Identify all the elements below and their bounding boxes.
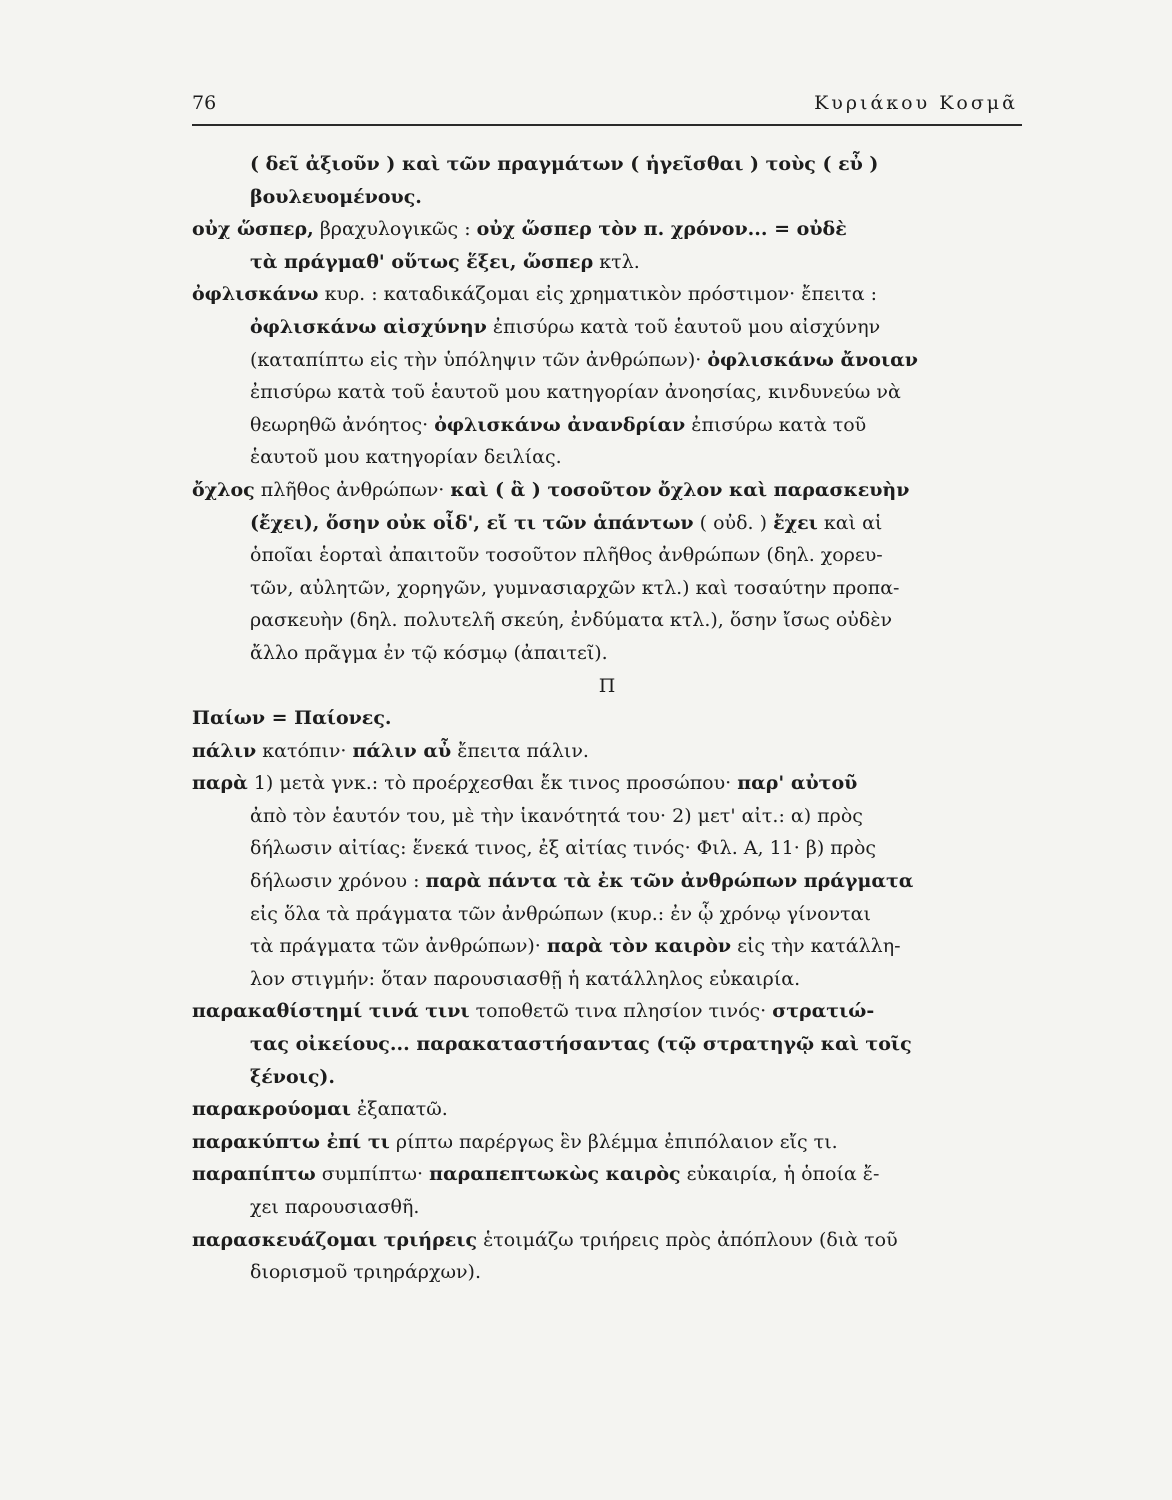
bold-term: ( δεῖ ἀξιοῦν ) καὶ τῶν πραγμάτων ( ἡγεῖσθαι ) τοὺς ( εὖ ) bbox=[250, 153, 879, 175]
entry-continuation-line bbox=[192, 865, 1022, 898]
gloss-text: εἰς ὅλα τὰ πράγματα τῶν ἀνθρώπων (κυρ.: ἐν ᾧ χρόνῳ γίνονται bbox=[250, 902, 871, 925]
entry-headword-line bbox=[192, 735, 1022, 768]
gloss-text: συμπίπτω· bbox=[315, 1163, 430, 1186]
bold-term: παρακύπτω ἐπί τι bbox=[192, 1130, 390, 1153]
entry-continuation-line bbox=[192, 1061, 1022, 1094]
gloss-text: ἔπειτα πάλιν. bbox=[451, 739, 589, 762]
entry-continuation-line bbox=[192, 1191, 1022, 1224]
entry-continuation-line bbox=[192, 376, 1022, 409]
bold-term: ξένοις). bbox=[250, 1065, 336, 1088]
gloss-text: πλῆθος ἀνθρώπων· bbox=[254, 478, 451, 501]
page-header bbox=[192, 88, 1022, 126]
bold-term: ἔχει bbox=[773, 511, 818, 534]
gloss-text: χει παρουσιασθῆ. bbox=[250, 1196, 420, 1218]
gloss-text: ρίπτω παρέργως ἓν βλέμμα ἐπιπόλαιον εἴς τι. bbox=[389, 1130, 838, 1153]
bold-term: παρὰ bbox=[192, 772, 248, 795]
gloss-text: τὰ πράγματα τῶν ἀνθρώπων)· bbox=[250, 935, 547, 958]
bold-term: στρατιώ- bbox=[772, 1000, 875, 1023]
entry-headword-line bbox=[192, 213, 1022, 246]
entry-headword-line bbox=[192, 1158, 1022, 1191]
gloss-text: καὶ αἱ bbox=[817, 511, 883, 534]
gloss-text: ἐπισύρω κατὰ τοῦ bbox=[685, 413, 867, 436]
bold-term: παρακαθίστημί τινά τινι bbox=[192, 1000, 470, 1023]
gloss-text: ἀπὸ τὸν ἑαυτόν του, μὲ τὴν ἱκανότητά του· 2) μετ' αἰτ.: α) πρὸς bbox=[250, 804, 863, 827]
bold-term: πάλιν bbox=[192, 739, 257, 762]
gloss-text: ἐπισύρω κατὰ τοῦ ἑαυτοῦ μου κατηγορίαν ἀνοησίας, κινδυνεύω νὰ bbox=[250, 381, 901, 404]
gloss-text: βραχυλογικῶς : bbox=[313, 218, 477, 241]
gloss-text: ἐπισύρω κατὰ τοῦ ἑαυτοῦ μου αἰσχύνην bbox=[486, 315, 881, 338]
bold-term: παρὰ πάντα τὰ ἐκ τῶν ἀνθρώπων πράγματα bbox=[425, 870, 914, 893]
page-number: 76 bbox=[192, 92, 217, 114]
bold-term: ὀφλισκάνω bbox=[192, 283, 319, 306]
gloss-text: δήλωσιν αἰτίας: ἕνεκά τινος, ἐξ αἰτίας τινός· Φιλ. Α, 11· β) πρὸς bbox=[250, 837, 877, 860]
gloss-text: 1) μετὰ γνκ.: τὸ προέρχεσθαι ἔκ τινος προσώπου· bbox=[247, 772, 738, 795]
entry-continuation-line bbox=[192, 604, 1022, 637]
bold-term: παρὰ τὸν καιρὸν bbox=[546, 935, 732, 958]
bold-term: βουλευομένους. bbox=[250, 185, 422, 208]
entry-headword-line bbox=[192, 995, 1022, 1028]
gloss-text: λον στιγμήν: ὅταν παρουσιασθῇ ἡ κατάλληλος εὐκαιρία. bbox=[250, 967, 801, 990]
gloss-text: ἄλλο πρᾶγμα ἐν τῷ κόσμῳ (ἀπαιτεῖ). bbox=[250, 641, 608, 664]
entry-continuation-line bbox=[192, 898, 1022, 931]
bold-term: καὶ ( ἃ ) τοσοῦτον ὄχλον καὶ παρασκευὴν bbox=[450, 478, 910, 501]
gloss-text: τοποθετῶ τινα πλησίον τινός· bbox=[469, 1000, 773, 1023]
entry-continuation-line bbox=[192, 539, 1022, 572]
bold-term: οὐχ ὥσπερ, bbox=[192, 218, 314, 241]
entry-continuation-line bbox=[192, 930, 1022, 963]
entry-continuation-line bbox=[192, 507, 1022, 540]
entry-headword-line bbox=[192, 474, 1022, 507]
entry-continuation-line bbox=[192, 409, 1022, 442]
bold-term: οὐχ ὥσπερ τὸν π. χρόνον... = οὐδὲ bbox=[476, 218, 847, 241]
entry-continuation-line bbox=[192, 181, 1022, 214]
section-letter bbox=[192, 670, 1022, 703]
gloss-text: ρασκευὴν (δηλ. πολυτελῆ σκεύη, ἐνδύματα κτλ.), ὅσην ἴσως οὐδὲν bbox=[250, 609, 893, 632]
bold-term: παραπεπτωκὼς καιρὸς bbox=[429, 1163, 681, 1186]
bold-term: παρ' αὐτοῦ bbox=[737, 772, 858, 795]
gloss-text: κυρ. : καταδικάζομαι εἰς χρηματικὸν πρόστιμον· ἔπειτα : bbox=[318, 283, 878, 306]
bold-term: ὀφλισκάνω ἀνανδρίαν bbox=[434, 413, 686, 436]
entry-headword-line bbox=[192, 1126, 1022, 1159]
entry-headword-line bbox=[192, 702, 1022, 735]
bold-term: παρασκευάζομαι τριήρεις bbox=[192, 1228, 478, 1251]
entry-continuation-line bbox=[192, 1028, 1022, 1061]
gloss-text: ( οὐδ. ) bbox=[693, 511, 774, 534]
entry-continuation-line bbox=[192, 1256, 1022, 1289]
bold-term: (ἔχει), ὅσην οὐκ οἶδ', εἴ τι τῶν ἁπάντων bbox=[250, 511, 694, 534]
gloss-text: κατόπιν· bbox=[256, 739, 353, 762]
entry-continuation-line bbox=[192, 637, 1022, 670]
gloss-text: δήλωσιν χρόνου : bbox=[250, 870, 426, 893]
entry-continuation-line bbox=[192, 963, 1022, 996]
bold-term: πάλιν αὖ bbox=[352, 739, 452, 762]
bold-term: ὀφλισκάνω ἄνοιαν bbox=[707, 348, 918, 371]
gloss-text: ἑτοιμάζω τριήρεις πρὸς ἀπόπλουν (διὰ τοῦ bbox=[477, 1228, 898, 1251]
entry-headword-line bbox=[192, 1093, 1022, 1126]
entry-headword-line bbox=[192, 767, 1022, 800]
entry-continuation-line bbox=[192, 832, 1022, 865]
entry-continuation-line bbox=[192, 311, 1022, 344]
entry-headword-line bbox=[192, 278, 1022, 311]
entry-continuation-line bbox=[192, 246, 1022, 279]
gloss-text: ὁποῖαι ἑορταὶ ἀπαιτοῦν τοσοῦτον πλῆθος ἀνθρώπων (δηλ. χορευ- bbox=[250, 544, 883, 567]
gloss-text: ἐξαπατῶ. bbox=[350, 1098, 448, 1121]
bold-term: ὄχλος bbox=[192, 478, 255, 501]
bold-term: παραπίπτω bbox=[192, 1163, 316, 1186]
entry-headword-line bbox=[192, 1224, 1022, 1257]
bold-term: ὀφλισκάνω αἰσχύνην bbox=[250, 315, 487, 338]
running-title: Κυριάκου Κοσμᾶ bbox=[814, 92, 1018, 114]
entry-continuation-line bbox=[192, 344, 1022, 377]
gloss-text: (καταπίπτω εἰς τὴν ὑπόληψιν τῶν ἀνθρώπων)· bbox=[250, 348, 708, 371]
entry-continuation-line bbox=[192, 441, 1022, 474]
gloss-text: ἑαυτοῦ μου κατηγορίαν δειλίας. bbox=[250, 446, 562, 469]
gloss-text: θεωρηθῶ ἀνόητος· bbox=[250, 413, 435, 436]
bold-term: Παίων = Παίονες. bbox=[192, 707, 392, 730]
bold-term: τὰ πράγμαθ' οὕτως ἕξει, ὥσπερ bbox=[250, 250, 594, 273]
gloss-text: διορισμοῦ τριηράρχων). bbox=[250, 1261, 481, 1284]
bold-term: τας οἰκείους... παρακαταστήσαντας (τῷ στρατηγῷ καὶ τοῖς bbox=[250, 1033, 912, 1056]
gloss-text: κτλ. bbox=[593, 250, 640, 273]
entry-continuation-line bbox=[192, 800, 1022, 833]
entry-continuation-line bbox=[192, 572, 1022, 605]
dictionary-body bbox=[192, 148, 1022, 1289]
entry-continuation-line bbox=[192, 148, 1022, 181]
gloss-text: εὐκαιρία, ἡ ὁποία ἔ- bbox=[680, 1163, 880, 1186]
bold-term: παρακρούομαι bbox=[192, 1098, 351, 1121]
gloss-text: τῶν, αὐλητῶν, χορηγῶν, γυμνασιαρχῶν κτλ.) καὶ τοσαύτην προπα- bbox=[250, 576, 900, 599]
gloss-text: εἰς τὴν κατάλλη- bbox=[731, 935, 901, 958]
gloss-text: Π bbox=[598, 674, 616, 697]
